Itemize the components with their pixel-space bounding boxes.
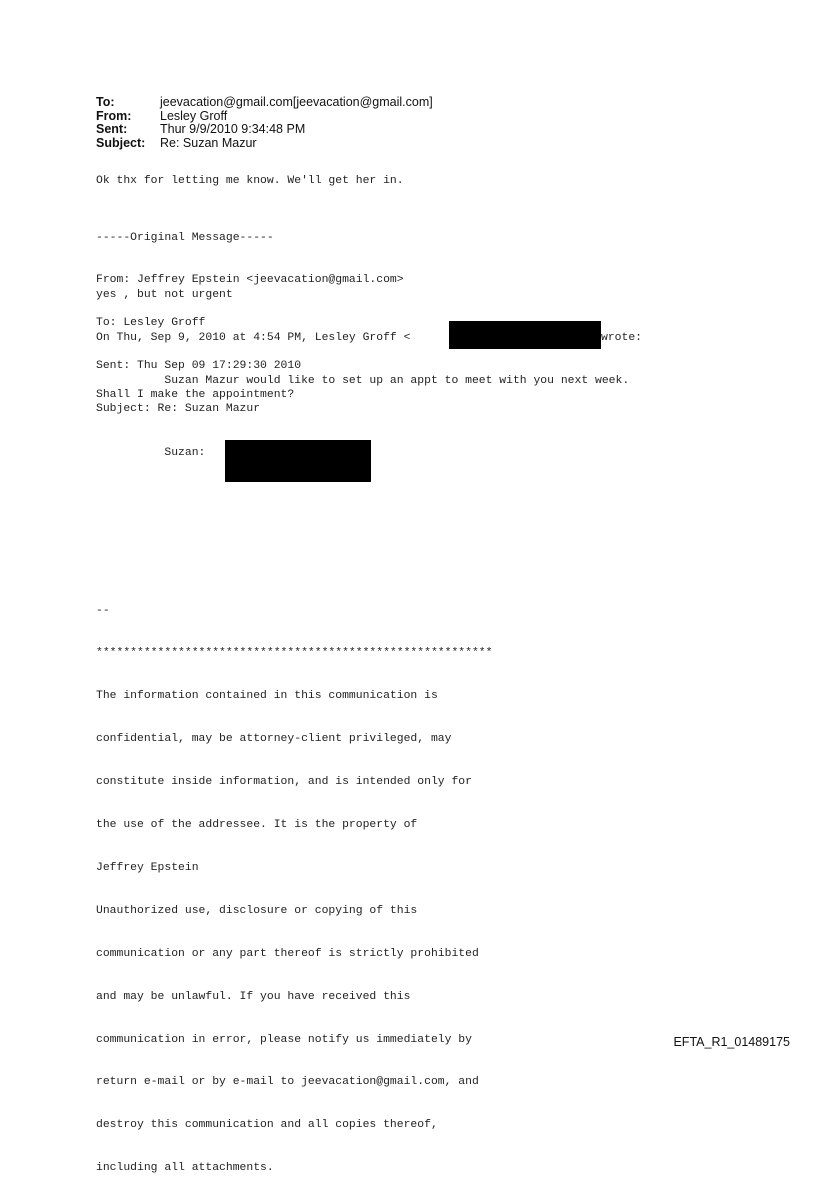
disclaimer-line: destroy this communication and all copies thereof,	[96, 1119, 438, 1132]
disclaimer-line: Jeffrey Epstein	[96, 861, 199, 874]
redaction-email	[449, 321, 601, 349]
disclaimer-line: including all attachments.	[96, 1162, 274, 1175]
quote-intro: On Thu, Sep 9, 2010 at 4:54 PM, Lesley Groff <	[96, 332, 411, 344]
disclaimer-dashes: --	[96, 604, 110, 617]
subject-row	[96, 137, 433, 151]
disclaimer-line: the use of the addressee. It is the property of	[96, 819, 418, 832]
reply-line: Ok thx for letting me know. We'll get her in.	[96, 175, 404, 187]
subject-value: Re: Suzan Mazur	[160, 135, 257, 150]
disclaimer-stars: **********************************************************	[96, 647, 493, 660]
disclaimer-line: Unauthorized use, disclosure or copying of this	[96, 904, 418, 917]
original-from: From: Jeffrey Epstein <jeevacation@gmail.com>	[96, 274, 404, 287]
to-row	[96, 96, 433, 110]
to-value: jeevacation@gmail.com[jeevacation@gmail.com]	[160, 95, 433, 109]
disclaimer-line: The information contained in this communication is	[96, 690, 438, 703]
disclaimer-line: constitute inside information, and is intended only for	[96, 776, 472, 789]
disclaimer-block	[96, 575, 492, 1190]
sent-row	[96, 123, 433, 137]
disclaimer-line: confidential, may be attorney-client privileged, may	[96, 733, 452, 746]
original-sent: Sent: Thu Sep 09 17:29:30 2010	[96, 360, 302, 373]
redaction-suzan	[225, 440, 371, 482]
from-value: Lesley Groff	[160, 108, 228, 123]
original-subject: Subject: Re: Suzan Mazur	[96, 403, 261, 416]
reply-line-2: yes , but not urgent	[96, 289, 233, 301]
document-id: EFTA_R1_01489175	[673, 1035, 790, 1049]
from-label: From:	[96, 108, 132, 123]
disclaimer-line: communication or any part thereof is strictly prohibited	[96, 947, 479, 960]
sent-value: Thur 9/9/2010 9:34:48 PM	[160, 122, 306, 136]
from-row	[96, 110, 433, 124]
original-divider: -----Original Message-----	[96, 231, 274, 244]
to-label: To:	[96, 95, 115, 109]
quote-wrote: wrote:	[601, 332, 643, 344]
disclaimer-line: communication in error, please notify us immediately by	[96, 1033, 472, 1046]
suzan-label: Suzan:	[96, 447, 206, 459]
subject-label: Subject:	[96, 135, 146, 150]
email-header	[96, 96, 433, 150]
disclaimer-line: return e-mail or by e-mail to jeevacation@gmail.com, and	[96, 1076, 479, 1089]
disclaimer-line: and may be unlawful. If you have received this	[96, 990, 411, 1003]
quoted-line-2: Shall I make the appointment?	[96, 389, 295, 401]
original-to: To: Lesley Groff	[96, 317, 206, 330]
quoted-line-1: Suzan Mazur would like to set up an appt to meet with you next week.	[96, 375, 630, 387]
sent-label: Sent:	[96, 122, 128, 136]
